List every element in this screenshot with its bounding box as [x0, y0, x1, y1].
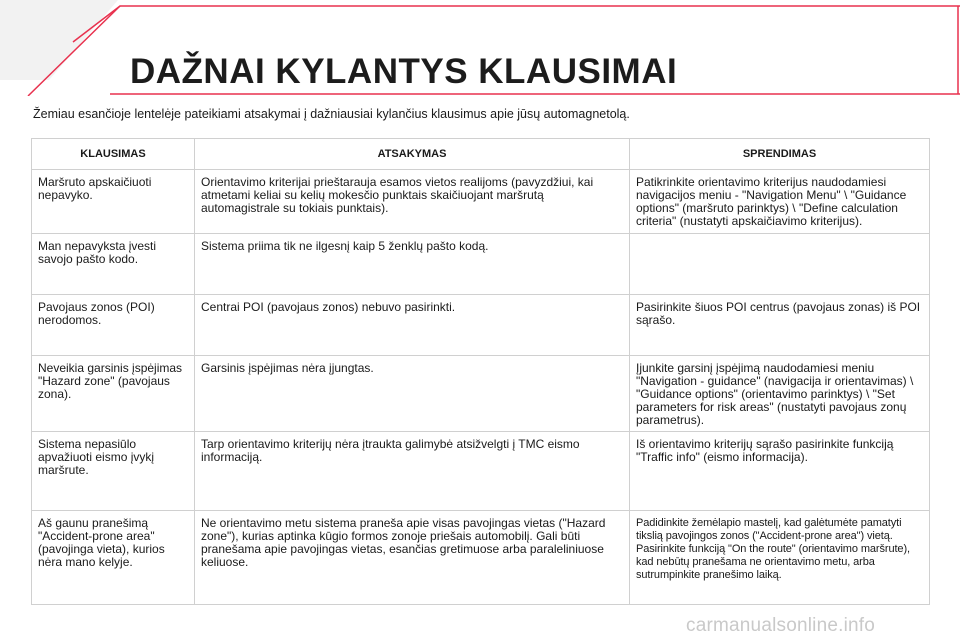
- table-row: [32, 234, 930, 295]
- question-cell: Pavojaus zonos (POI) nerodomos.: [32, 295, 195, 356]
- table-row: [32, 170, 930, 234]
- answer-cell: Centrai POI (pavojaus zonos) nebuvo pasirinkti.: [195, 295, 630, 356]
- answer-cell: Sistema priima tik ne ilgesnį kaip 5 ženklų pašto kodą.: [195, 234, 630, 295]
- question-cell: Maršruto apskaičiuoti nepavyko.: [32, 170, 195, 234]
- answer-cell: Tarp orientavimo kriterijų nėra įtraukta galimybė atsižvelgti į TMC eismo informaciją.: [195, 432, 630, 511]
- faq-table: [31, 138, 930, 605]
- question-cell: Aš gaunu pranešimą "Accident-prone area" (pavojinga vieta), kurios nėra mano kelyje.: [32, 511, 195, 605]
- table-row: [32, 432, 930, 511]
- intro-text: Žemiau esančioje lentelėje pateikiami atsakymai į dažniausiai kylančius klausimus apie jūsų automagnetolą.: [33, 107, 630, 121]
- solution-cell: Pasirinkite šiuos POI centrus (pavojaus zonas) iš POI sąrašo.: [630, 295, 930, 356]
- table-header-row: [32, 139, 930, 170]
- answer-cell: Ne orientavimo metu sistema praneša apie visas pavojingas vietas ("Hazard zone"), kurias aptinka kūgio formos zonoje priešais automobilį. Gali būti pranešama apie pavojingas vietas, esančias gretimuose arba paraleliniuose keliuose.: [195, 511, 630, 605]
- solution-cell: Patikrinkite orientavimo kriterijus naudodamiesi navigacijos meniu - "Navigation Menu" \ "Guidance options" (maršruto parinktys) \ "Define calculation criteria" (nustatyti apskaičiavimo kriterijus).: [630, 170, 930, 234]
- solution-cell: Iš orientavimo kriterijų sąrašo pasirinkite funkciją "Traffic info" (eismo informacija).: [630, 432, 930, 511]
- answer-cell: Orientavimo kriterijai prieštarauja esamos vietos realijoms (pavyzdžiui, kai atmetami keliai su kelių mokesčio punktais skaičiuojant maršrutą automagistrale su tokiais punktais).: [195, 170, 630, 234]
- watermark-text: carmanualsonline.info: [686, 615, 876, 636]
- solution-cell: Įjunkite garsinį įspėjimą naudodamiesi meniu "Navigation - guidance" (navigacija ir orientavimas) \ "Guidance options" (orientavimo parinktys) \ "Set parameters for risk areas" (nustatyti pavojaus zonų parametrus).: [630, 356, 930, 432]
- question-cell: Sistema nepasiūlo apvažiuoti eismo įvykį maršrute.: [32, 432, 195, 511]
- page-title: DAŽNAI KYLANTYS KLAUSIMAI: [130, 52, 678, 91]
- table-row: [32, 295, 930, 356]
- question-cell: Neveikia garsinis įspėjimas "Hazard zone" (pavojaus zona).: [32, 356, 195, 432]
- solution-cell: Padidinkite žemėlapio mastelį, kad galėtumėte pamatyti tikslią pavojingos zonos ("Accident-prone area") vietą. Pasirinkite funkciją "On the route" (orientavimo maršrute), kad nebūtų pranešama ne orientavimo metu, arba sutrumpinkite pranešimo laiką.: [630, 511, 930, 605]
- answer-cell: Garsinis įspėjimas nėra įjungtas.: [195, 356, 630, 432]
- question-cell: Man nepavyksta įvesti savojo pašto kodo.: [32, 234, 195, 295]
- table-row: [32, 511, 930, 605]
- table-row: [32, 356, 930, 432]
- header-solution: SPRENDIMAS: [630, 139, 930, 170]
- solution-cell: [630, 234, 930, 295]
- header-question: KLAUSIMAS: [32, 139, 195, 170]
- header-answer: ATSAKYMAS: [195, 139, 630, 170]
